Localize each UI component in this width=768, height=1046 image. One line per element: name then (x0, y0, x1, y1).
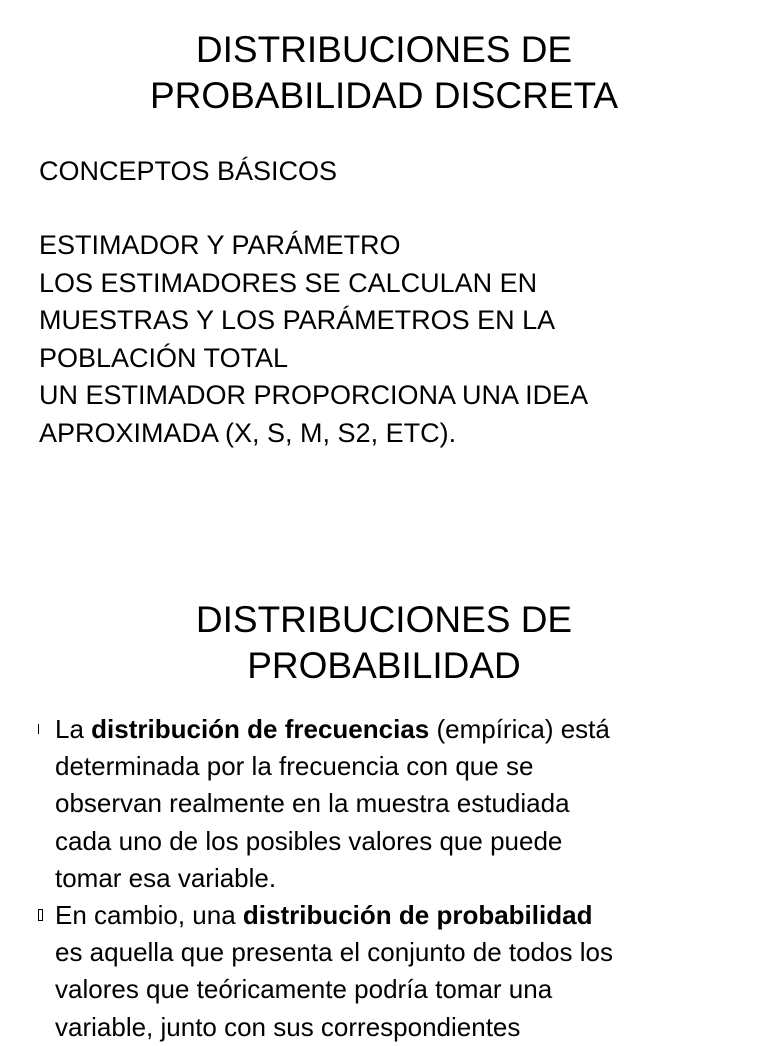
bold-term: distribución de frecuencias (91, 714, 430, 744)
bullet-list (38, 711, 758, 1046)
body-line: APROXIMADA (X, S, M, S2, ETC). (39, 417, 457, 448)
bullet-line: variable, junto con sus correspondientes (55, 1011, 521, 1042)
body-line: MUESTRAS Y LOS PARÁMETROS EN LA (39, 305, 556, 335)
body-line: ESTIMADOR Y PARÁMETRO (39, 230, 401, 260)
text-run: La (55, 714, 92, 744)
bullet-icon (38, 909, 43, 921)
title-line: DISTRIBUCIONES DE (195, 599, 573, 640)
bullet-line: determinada por la frecuencia con que se (55, 751, 534, 782)
list-item (38, 711, 758, 897)
title-line: PROBABILIDAD (247, 645, 521, 686)
title-line: PROBABILIDAD DISCRETA (149, 75, 619, 116)
bullet-first-line (55, 897, 758, 934)
bullet-line: observan realmente en la muestra estudiada (55, 788, 570, 819)
text-run: En cambio, una (55, 900, 243, 931)
bullet-line: es aquella que presenta el conjunto de todos los (55, 937, 613, 968)
bold-term: distribución de probabilidad (242, 900, 593, 931)
bullet-line: cada uno de los posibles valores que puede (55, 825, 563, 856)
bullet-line: tomar esa variable. (55, 862, 277, 893)
slide-title-2 (0, 597, 768, 689)
heading-text: CONCEPTOS BÁSICOS (39, 156, 338, 186)
section-heading (39, 153, 749, 191)
bullet-first-line (55, 711, 758, 748)
body-line: POBLACIÓN TOTAL (39, 342, 289, 373)
body-line: UN ESTIMADOR PROPORCIONA UNA IDEA (39, 380, 589, 410)
bullet-icon (38, 724, 39, 734)
text-run: (empírica) está (429, 714, 610, 744)
bullet-line: valores que teóricamente podría tomar una (55, 974, 553, 1005)
body-line: LOS ESTIMADORES SE CALCULAN EN (39, 267, 538, 298)
body-paragraph (39, 227, 749, 452)
slide-title-1 (0, 27, 768, 119)
title-line: DISTRIBUCIONES DE (195, 29, 573, 70)
